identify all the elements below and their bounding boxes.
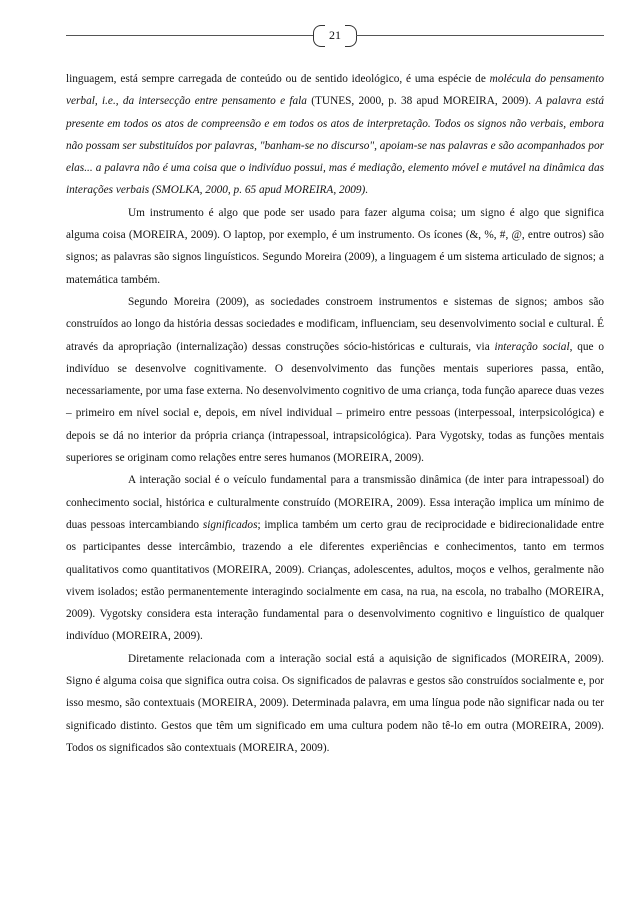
text-segment: Diretamente relacionada com a interação social está a aquisição de significados (MOREIRA, 2009). Signo é alguma coisa que significa outra coisa. Os significados de palavras e gestos são construídos socialmente e, por isso mesmo, são contextuais (MOREIRA, 2009). Determinada palavra, em uma língua pode não significar nada ou ter significado distinto. Gestos que têm um significado em uma cultura podem não tê-lo em outra (MOREIRA, 2009). Todos os significados são contextuais (MOREIRA, 2009). bbox=[66, 652, 604, 754]
paragraph-quote-continuation bbox=[66, 68, 604, 202]
text-segment: ; implica também um certo grau de reciprocidade e bidirecionalidade entre os participantes desse intercâmbio, trazendo a ele diferentes experiências e conhecimentos, tanto em termos qualitativos como quantitativos (MOREIRA, 2009). Crianças, adolescentes, adultos, moços e velhos, geralmente não vivem isolados; estão permanentemente interagindo socialmente em casa, na rua, na escola, no trabalho (MOREIRA, 2009). Vygotsky considera esta interação fundamental para o desenvolvimento cognitivo e linguístico de qualquer indivíduo (MOREIRA, 2009). bbox=[66, 518, 604, 643]
italic-text-segment: molécula do pensamento verbal, i.e., da intersecção entre pensamento e fala bbox=[66, 73, 604, 108]
italic-text-segment: interação social bbox=[494, 340, 570, 353]
text-segment: , que o indivíduo se desenvolve cognitivamente. O desenvolvimento das funções mentais superiores passa, então, necessariamente, por uma fase externa. No desenvolvimento cognitivo de uma criança, toda função aparece duas vezes – primeiro em nível social e, depois, em nível individual – primeiro entre pessoas (interpessoal, interpsicológica) e depois se dá no interior da própria criança (intrapessoal, intrapsicológica). Para Vygotsky, todas as funções mentais superiores se originam como relações entre seres humanos (MOREIRA, 2009). bbox=[66, 340, 605, 465]
paragraph-significados bbox=[66, 648, 604, 759]
text-segment: A interação social é o veículo fundamental para a transmissão dinâmica (de inter para intrapessoal) do conhecimento social, histórica e culturalmente construído (MOREIRA, 2009). Essa interação implica um mínimo de duas pessoas intercambiando bbox=[66, 474, 604, 531]
page-header bbox=[66, 14, 604, 62]
paragraph-interacao-social bbox=[66, 469, 604, 647]
page-number-bracket-right bbox=[345, 25, 357, 47]
text-segment: (TUNES, 2000, p. 38 apud MOREIRA, 2009). bbox=[306, 95, 536, 108]
header-rule-right bbox=[356, 35, 604, 36]
text-segment: Um instrumento é algo que pode ser usado para fazer alguma coisa; um signo é algo que significa alguma coisa (MOREIRA, 2009). O laptop, por exemplo, é um instrumento. Os ícones (&, %, #, @, entre outros) são signos; as palavras são signos linguísticos. Segundo Moreira (2009), a linguagem é um sistema articulado de signos; a matemática também. bbox=[66, 206, 604, 286]
body-text bbox=[66, 68, 604, 759]
italic-text-segment: significados bbox=[202, 518, 258, 531]
text-segment: linguagem, está sempre carregada de conteúdo ou de sentido ideológico, é uma espécie de bbox=[66, 73, 490, 85]
text-segment: Segundo Moreira (2009), as sociedades constroem instrumentos e sistemas de signos; ambos são construídos ao longo da história dessas sociedades e modificam, influenciam, seu desenvolvimento social e cultural. É através da apropriação (internalização) dessas construções sócio-históricas e culturais, via bbox=[66, 295, 604, 353]
italic-text-segment: A palavra está presente em todos os atos de compreensão e em todos os atos de interpretação. Todos os signos não verbais, embora não possam ser substituídos por palavras, "banham-se no discurso", apoiam-se nas palavras e são acompanhados por elas... a palavra não é uma coisa que o indivíduo possui, mas é mediação, elemento móvel e mutável na dinâmica das interações verbais (SMOLKA, 2000, p. 65 apud MOREIRA, 2009). bbox=[66, 95, 605, 197]
paragraph-instrument-signo bbox=[66, 202, 604, 291]
paragraph-sociedades bbox=[66, 291, 604, 469]
page-number: 21 bbox=[329, 28, 341, 42]
